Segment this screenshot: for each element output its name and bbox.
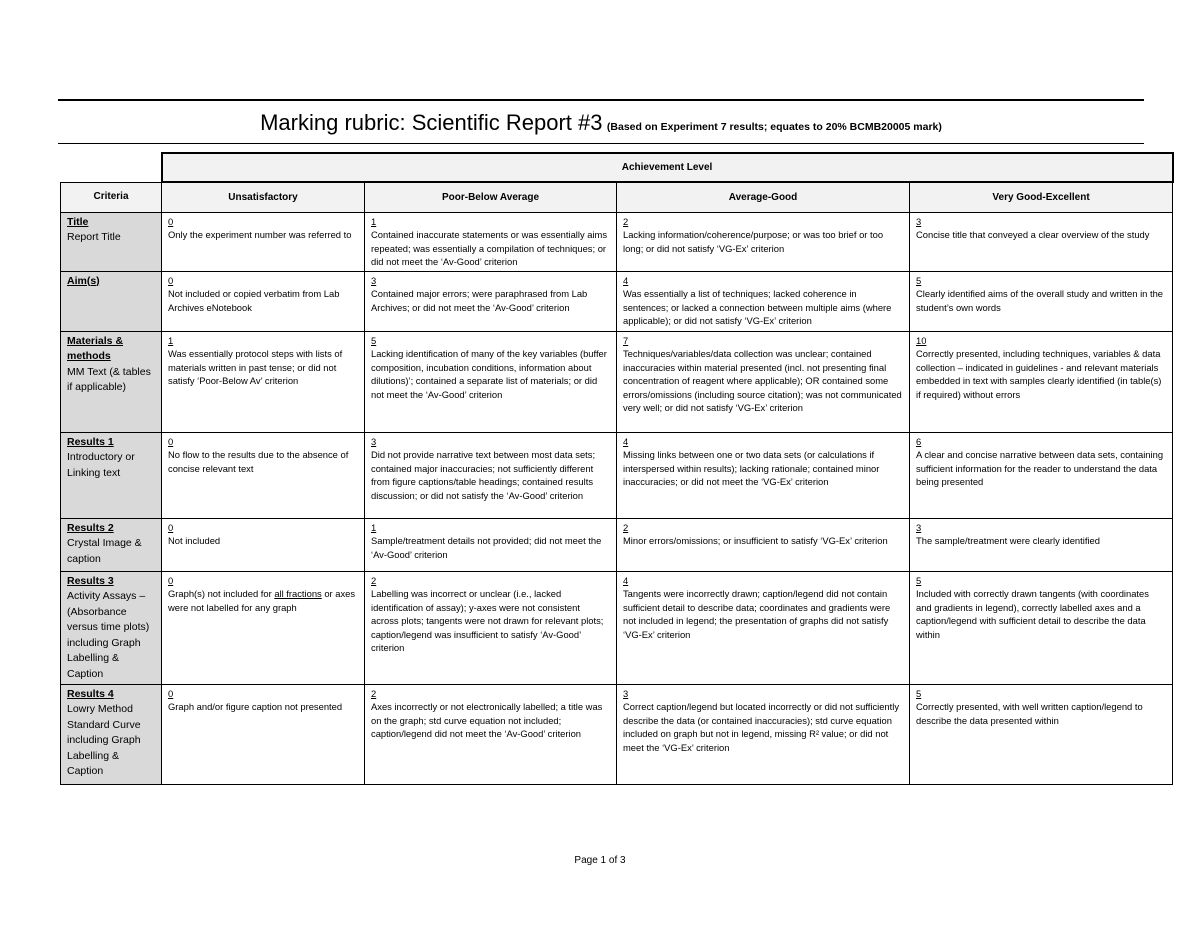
descriptor: Did not provide narrative text between most data sets; contained major inaccuracies; not sufficiently different from figure captions/table headings; contained results discussion; or did not satisfy the ‘Av-Good’ criterion [371,449,596,501]
rubric-cell [910,271,1173,331]
score: 2 [623,521,629,533]
rubric-cell [617,518,910,571]
table-row [61,684,1173,784]
rubric-cell [162,684,365,784]
rubric-cell [365,212,617,271]
criteria-cell [61,518,162,571]
criteria-cell [61,331,162,432]
score: 5 [916,687,922,699]
descriptor: Was essentially a list of techniques; lacked coherence in sentences; or lacked a connection between multiple aims (where applicable); or did not satisfy ‘VG-Ex’ criterion [623,288,892,326]
rubric-cell [910,684,1173,784]
score: 0 [168,574,174,586]
criteria-title: Results 4 [67,687,114,700]
achievement-level-header: Achievement Level [162,153,1173,182]
rubric-cell [910,571,1173,684]
rubric-cell [617,684,910,784]
descriptor: Correct caption/legend but located incorrectly or did not sufficiently describe the data (or contained inaccuracies); std curve equation included on graph but not in legend, missing R² value; or did not meet the ‘VG-Ex’ criterion [623,701,900,753]
page-title [58,110,1144,136]
score: 4 [623,574,629,586]
score: 1 [371,215,377,227]
blank-corner-cell [61,153,162,182]
score: 3 [371,435,377,447]
score: 7 [623,334,629,346]
criteria-header: Criteria [61,182,162,212]
rubric-cell [162,331,365,432]
criteria-cell [61,271,162,331]
rubric-cell [162,212,365,271]
rubric-cell [162,571,365,684]
score: 4 [623,274,629,286]
descriptor: Lacking information/coherence/purpose; or was too brief or too long; or did not satisfy ‘VG-Ex’ criterion [623,229,884,254]
score: 3 [916,521,922,533]
descriptor: Axes incorrectly or not electronically labelled; a title was on the graph; std curve equation not included; caption/legend did not meet the ‘Av-Good’ criterion [371,701,603,739]
criteria-desc: Lowry Method Standard Curve including Graph Labelling & Caption [67,703,141,777]
table-row [61,432,1173,518]
score: 5 [916,274,922,286]
title-main: Marking rubric: Scientific Report #3 [260,110,603,135]
score: 3 [371,274,377,286]
score: 0 [168,435,174,447]
score: 1 [371,521,377,533]
criteria-cell [61,432,162,518]
level-header-unsatisfactory: Unsatisfactory [162,182,365,212]
rubric-cell [365,571,617,684]
page-number: Page 1 of 3 [574,855,626,866]
descriptor: Tangents were incorrectly drawn; caption/legend did not contain sufficient detail to describe data; coordinates and gradients were not included in legend; the presentation of graphs did not satisfy ‘VG-Ex’ criterion [623,588,891,640]
descriptor: or axes were not labelled for any graph [168,588,356,613]
criteria-desc: Report Title [67,231,121,243]
table-row [61,271,1173,331]
rubric-cell [910,212,1173,271]
rubric-cell [617,331,910,432]
descriptor-underlined: all fractions [274,588,322,599]
rubric-cell [162,432,365,518]
rubric-cell [365,684,617,784]
criteria-title: Results 3 [67,574,114,587]
descriptor-pre: Graph(s) not included for [168,588,275,599]
descriptor: Clearly identified aims of the overall study and written in the student’s own words [916,288,1164,313]
criteria-cell [61,684,162,784]
score: 5 [916,574,922,586]
descriptor: Correctly presented, including techniques, variables & data collection – indicated in guidelines - and relevant materials embedded in text with samples clearly identified (in table(s) if required) without errors [916,348,1162,400]
score: 2 [371,574,377,586]
table-row [61,518,1173,571]
score: 1 [168,334,174,346]
score: 2 [371,687,377,699]
title-subtitle: (Based on Experiment 7 results; equates to 20% BCMB20005 mark) [606,121,942,133]
descriptor: Lacking identification of many of the key variables (buffer composition, incubation conditions, information about dilutions)’; contained a separate list of materials; or did not meet the ‘Av-Good’ criterion [371,348,607,400]
rubric-cell [617,212,910,271]
criteria-title: Aim(s) [67,274,100,287]
criteria-title: Results 2 [67,521,114,534]
rubric-cell [365,331,617,432]
descriptor: Sample/treatment details not provided; did not meet the ‘Av-Good’ criterion [371,535,602,560]
descriptor: The sample/treatment were clearly identified [916,535,1100,546]
criteria-title: Results 1 [67,435,114,448]
descriptor: Missing links between one or two data sets (or calculations if interspersed within results); lacking rationale; contained minor inaccuracies; or did not meet the ‘VG-Ex’ criterion [623,449,880,487]
top-rule [58,99,1144,101]
rubric-cell [617,571,910,684]
table-row [61,571,1173,684]
score: 0 [168,274,174,286]
rubric-cell [910,331,1173,432]
descriptor: Contained inaccurate statements or was essentially aims repeated; was essentially a compilation of techniques; or did not meet the ‘Av-Good’ criterion [371,229,608,267]
score: 0 [168,687,174,699]
criteria-cell [61,571,162,684]
criteria-title: Title [67,215,89,228]
descriptor: Was essentially protocol steps with lists of materials written in past tense; or did not satisfy ‘Poor-Below Av’ criterion [168,348,343,386]
score: 0 [168,521,174,533]
criteria-desc: Crystal Image & caption [67,537,142,565]
rubric-cell [910,518,1173,571]
descriptor: Included with correctly drawn tangents (with coordinates and gradients in legend), correctly labelled axes and a caption/legend with sufficient detail to describe the data within [916,588,1149,640]
score: 4 [623,435,629,447]
descriptor: Correctly presented, with well written caption/legend to describe the data presented within [916,701,1143,726]
descriptor: Contained major errors; were paraphrased from Lab Archives; or did not meet the ‘Av-Good’ criterion [371,288,588,313]
descriptor: Only the experiment number was referred to [168,229,352,240]
rubric-cell [162,518,365,571]
descriptor: Not included or copied verbatim from Lab Archives eNotebook [168,288,340,313]
table-row [61,212,1173,271]
descriptor: Minor errors/omissions; or insufficient to satisfy ‘VG-Ex’ criterion [623,535,888,546]
rubric-cell [617,432,910,518]
level-header-poor-below-average: Poor-Below Average [365,182,617,212]
criteria-desc: Activity Assays – (Absorbance versus time plots) including Graph Labelling & Caption [67,590,150,680]
rubric-cell [162,271,365,331]
rubric-cell [365,518,617,571]
level-header-very-good-excellent: Very Good-Excellent [910,182,1173,212]
score: 10 [916,334,927,346]
rubric-cell [365,432,617,518]
criteria-title: Materials & methods [67,334,124,362]
level-header-average-good: Average-Good [617,182,910,212]
rubric-cell [365,271,617,331]
descriptor: Techniques/variables/data collection was unclear; contained inaccuracies within material presented (incl. not presenting final concentration of reagent where applicable); OR contained some errors/omissions (including source citation); was not communicated very well; or did not satisfy ‘VG-Ex’ criterion [623,348,902,413]
title-underline [58,143,1144,144]
table-row [61,331,1173,432]
score: 6 [916,435,922,447]
descriptor: A clear and concise narrative between data sets, containing sufficient information for the reader to understand the data being presented [916,449,1164,487]
descriptor: Not included [168,535,221,546]
rubric-cell [910,432,1173,518]
score: 3 [916,215,922,227]
descriptor: No flow to the results due to the absence of concise relevant text [168,449,349,474]
criteria-desc: Introductory or Linking text [67,451,135,479]
rubric-table [60,152,1174,785]
descriptor: Graph and/or figure caption not presented [168,701,343,712]
criteria-cell [61,212,162,271]
score: 3 [623,687,629,699]
score: 2 [623,215,629,227]
descriptor: Concise title that conveyed a clear overview of the study [916,229,1150,240]
score: 0 [168,215,174,227]
descriptor: Labelling was incorrect or unclear (i.e., lacked identification of assay); y-axes were not consistent across plots; tangents were not drawn for relevant plots; caption/legend was insufficient to satisfy ‘Av-Good’ criterion [371,588,604,653]
rubric-cell [617,271,910,331]
criteria-desc: MM Text (& tables if applicable) [67,365,151,393]
score: 5 [371,334,377,346]
